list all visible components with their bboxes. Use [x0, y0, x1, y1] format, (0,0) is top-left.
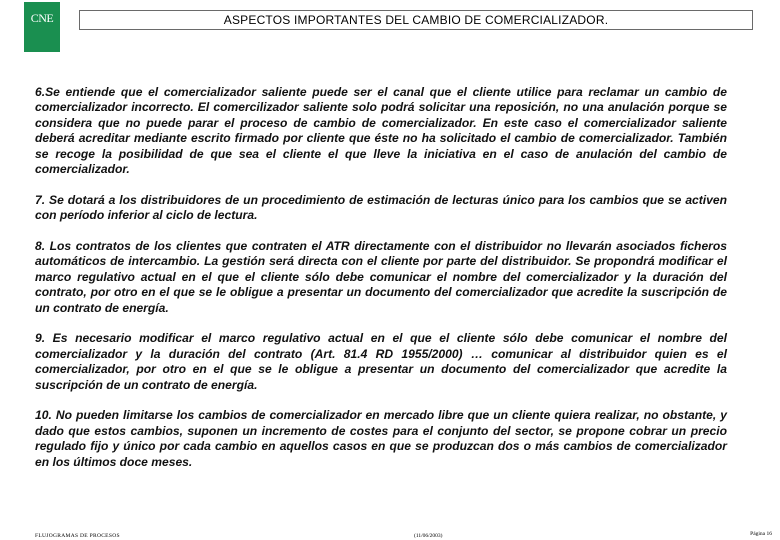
logo-text: CNE [30, 11, 54, 25]
footer-date: (11/06/2003) [414, 533, 443, 539]
page-title: ASPECTOS IMPORTANTES DEL CAMBIO DE COMERCIALIZADOR. [223, 13, 609, 27]
paragraph-9: 9. Es necesario modificar el marco regulativo actual en el que el cliente sólo debe comunicar el nombre del comercializador y la duración del contrato (Art. 81.4 RD 1955/2000) … comunicar al distribuidor quien es el comercializador, por otro en el que se le obligue a presentar un documento del comercializador que acredite la suscripción de un contrato de energía. [35, 331, 727, 392]
content-body [35, 85, 727, 485]
paragraph-6: 6.Se entiende que el comercializador saliente puede ser el canal que el cliente utilice para reclamar un cambio de comercializador incorrecto. El comercilizador saliente solo podrá solicitar una reposición, no una anulación porque se considera que no puede parar el proceso de cambio de comercializador. En este caso el comercializador saliente deberá acreditar mediante escrito firmado por cliente que éste no ha solicitado el cambio de comercializador. También se recoge la posibilidad de que sea el cliente el que lleve la iniciativa en el caso de anulación del cambio de comercializador. [35, 85, 727, 177]
paragraph-7: 7. Se dotará a los distribuidores de un procedimiento de estimación de lecturas único para los cambios que se activen con período inferior al ciclo de lectura. [35, 192, 727, 223]
paragraph-10: 10. No pueden limitarse los cambios de comercializador en mercado libre que un cliente quiera realizar, no obstante, y dado que estos cambios, suponen un incremento de costes para el conjunto del sector, se propone cobrar un precio regulado fijo y único por cada cambio en aquellos casos en que se produzcan dos o más cambios de comercializador en los últimos doce meses. [35, 408, 727, 469]
footer-document-name: FLUJOGRAMAS DE PROCESOS [35, 533, 120, 539]
paragraph-8: 8. Los contratos de los clientes que contraten el ATR directamente con el distribuidor no llevarán asociados ficheros automáticos de intercambio. La gestión será directa con el cliente por parte del distribuidor. Se propondrá modificar el marco regulativo actual en el que el cliente sólo debe comunicar el nombre del comercializador y la duración del contrato, por otro en el que se le obligue a presentar un documento del comercializador que acredite la suscripción de un contrato de energía. [35, 239, 727, 315]
cne-logo [24, 2, 60, 52]
footer-page-number: Página 16 [750, 531, 772, 537]
page-title-box [79, 10, 753, 30]
